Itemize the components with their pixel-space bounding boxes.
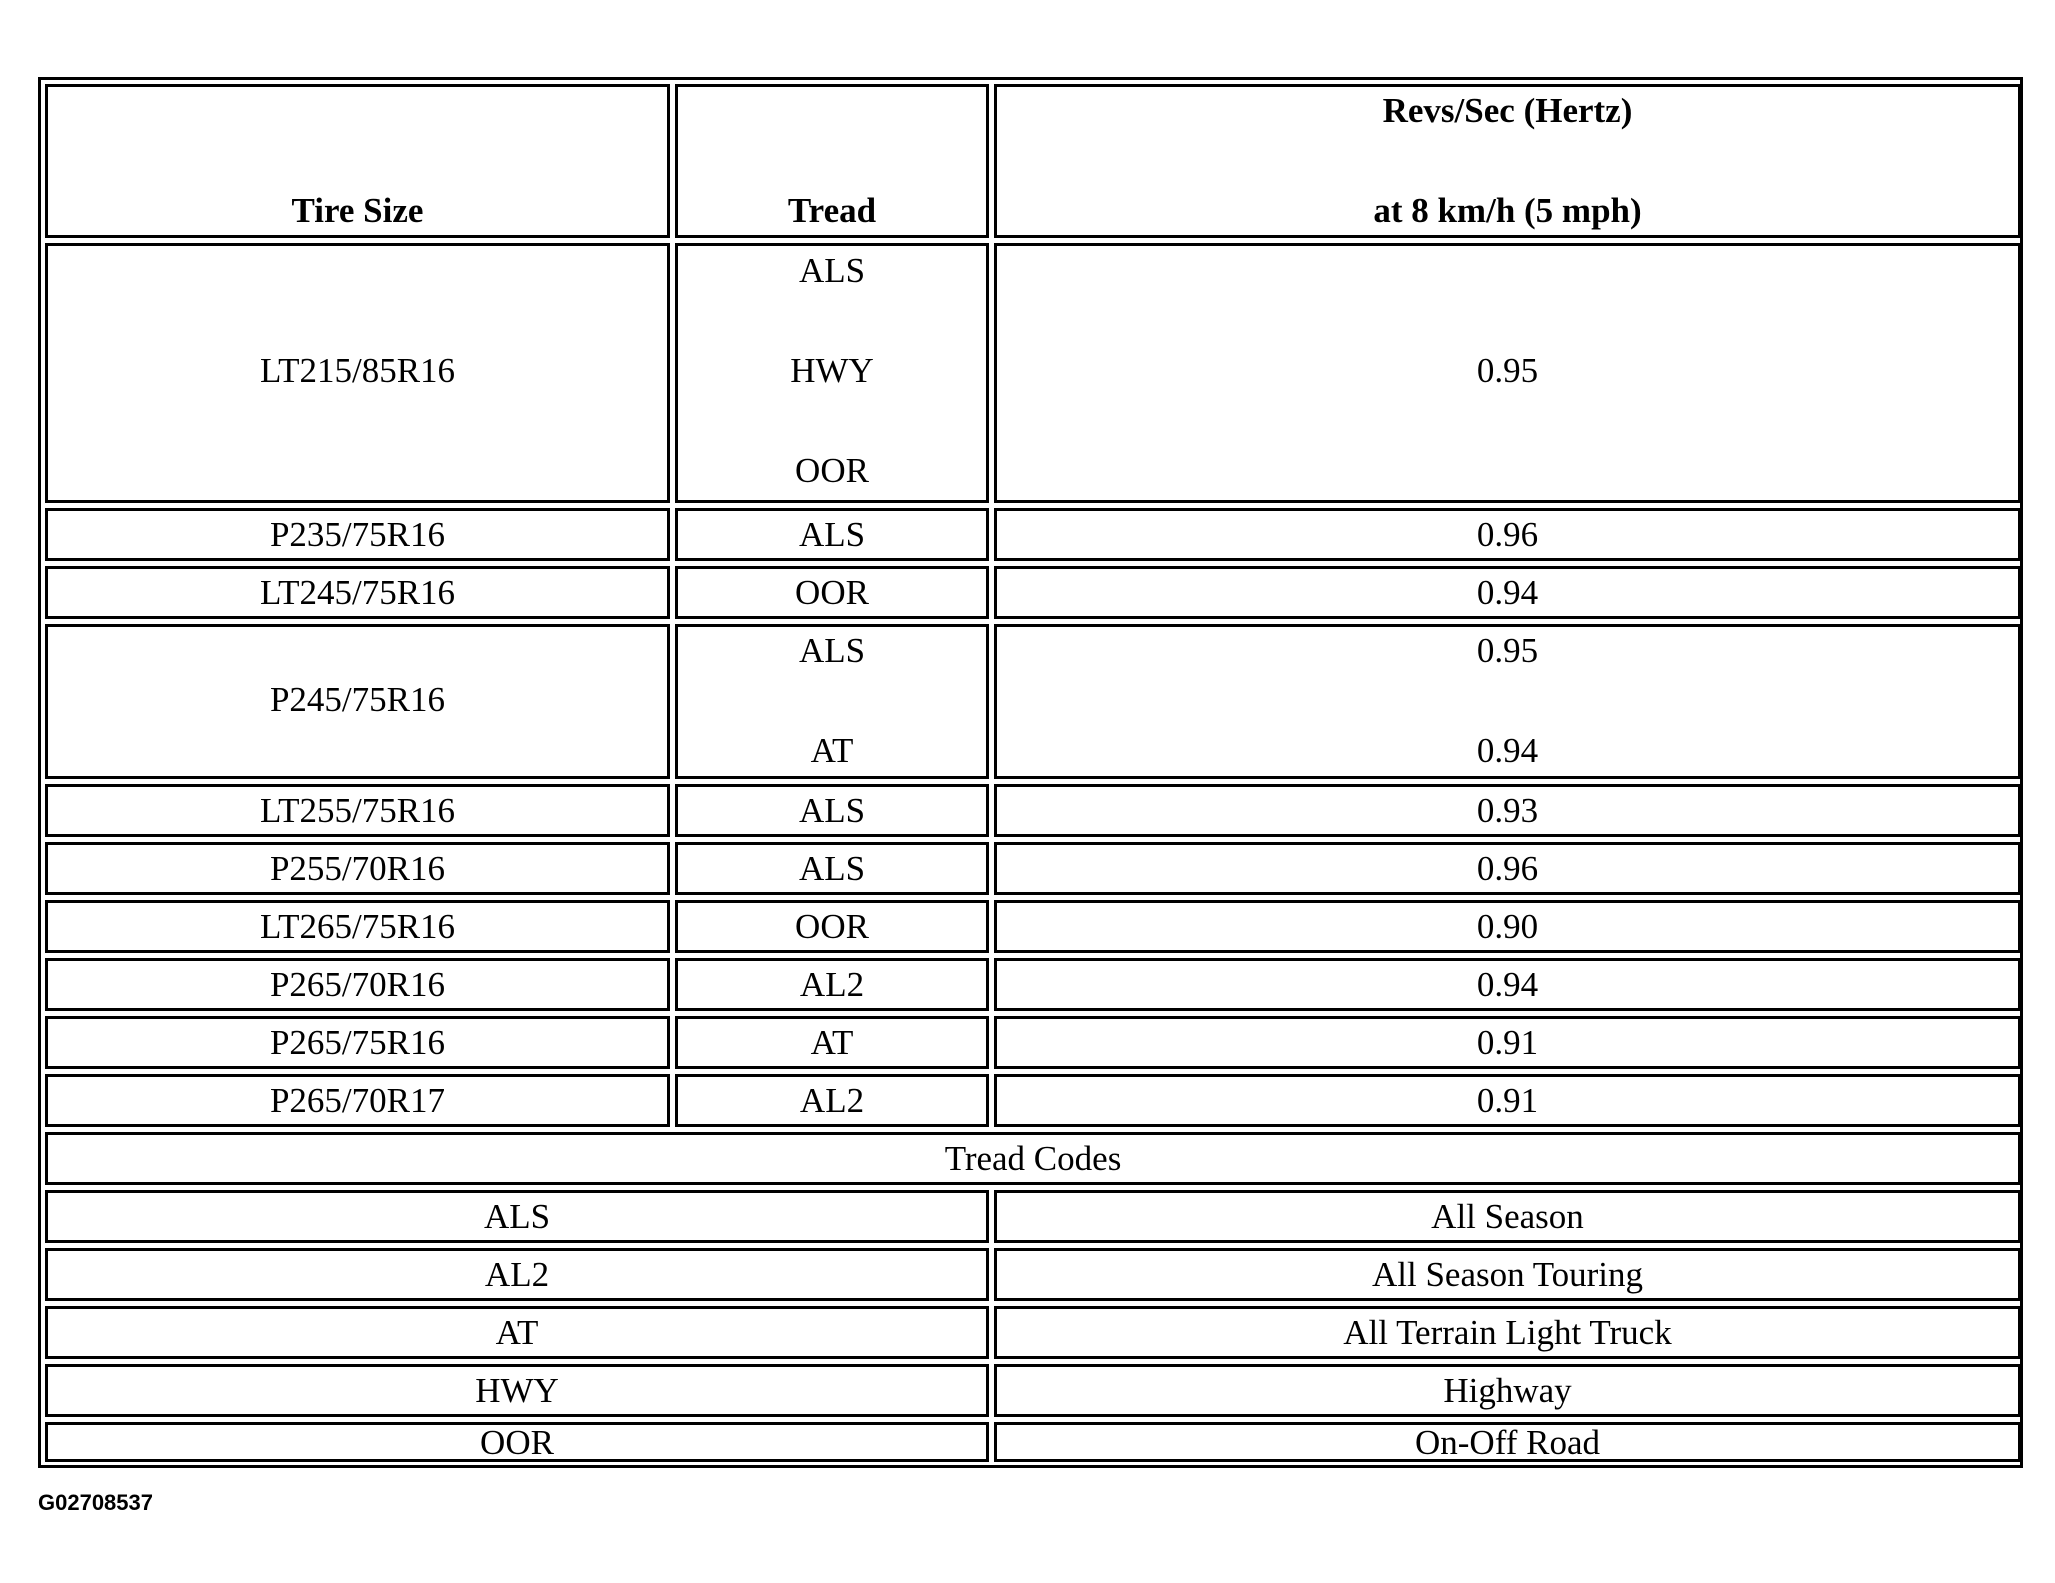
tread-meaning: On-Off Road	[1414, 1423, 1600, 1462]
tire-size-value: P265/70R17	[269, 1081, 446, 1120]
table-row-size	[45, 784, 670, 837]
tread-meaning-cell	[994, 1248, 2021, 1301]
revs-value: 0.91	[1476, 1023, 1539, 1062]
tread-value: ALS	[798, 251, 866, 290]
revs-value: 0.96	[1476, 849, 1539, 888]
header-tread-cell	[675, 84, 989, 238]
table-row-tread	[675, 784, 989, 837]
table-row-tread	[675, 900, 989, 953]
header-revs-cell	[994, 84, 2021, 238]
table-row-tread	[675, 1074, 989, 1127]
table-row-revs	[994, 784, 2021, 837]
table-row-size	[45, 624, 670, 779]
tread-code: AT	[495, 1313, 539, 1352]
table-row-revs	[994, 624, 2021, 779]
table-row-revs	[994, 958, 2021, 1011]
revs-value: 0.94	[1476, 965, 1539, 1004]
table-row-tread	[675, 1016, 989, 1069]
tire-size-value: LT255/75R16	[259, 791, 456, 830]
table-row-size	[45, 842, 670, 895]
tread-code-cell	[45, 1422, 989, 1462]
tread-value: OOR	[795, 451, 869, 490]
tire-size-value: P235/75R16	[269, 515, 446, 554]
tread-value: AT	[810, 1023, 854, 1062]
tread-value: OOR	[795, 573, 869, 612]
table-row-revs	[994, 566, 2021, 619]
tread-code-cell	[45, 1190, 989, 1243]
table-row-revs	[994, 1016, 2021, 1069]
revs-value: 0.90	[1476, 907, 1539, 946]
table-row-revs	[994, 842, 2021, 895]
table-row-revs	[994, 243, 2021, 503]
tread-meaning-cell	[994, 1306, 2021, 1359]
table-row-revs	[994, 508, 2021, 561]
table-row-size	[45, 958, 670, 1011]
tire-size-value: P265/70R16	[269, 965, 446, 1004]
tread-codes-title-cell	[45, 1132, 2021, 1185]
tire-size-value: P265/75R16	[269, 1023, 446, 1062]
table-row-size	[45, 566, 670, 619]
tread-meaning-cell	[994, 1364, 2021, 1417]
header-revs-line2: at 8 km/h (5 mph)	[1373, 191, 1642, 230]
revs-value: 0.94	[1476, 573, 1539, 612]
tire-revolution-table	[38, 77, 2023, 1468]
table-row-size	[45, 900, 670, 953]
tread-code: ALS	[483, 1197, 551, 1236]
table-row-tread	[675, 958, 989, 1011]
table-row-revs	[994, 1074, 2021, 1127]
tread-code-cell	[45, 1306, 989, 1359]
table-row-size	[45, 1074, 670, 1127]
tread-value: HWY	[790, 351, 874, 390]
tread-code: AL2	[484, 1255, 550, 1294]
tread-codes-title: Tread Codes	[944, 1139, 1122, 1178]
table-row-tread	[675, 566, 989, 619]
tread-value: ALS	[798, 791, 866, 830]
tire-size-value: LT265/75R16	[259, 907, 456, 946]
tread-value: ALS	[798, 849, 866, 888]
tread-code: OOR	[480, 1423, 554, 1462]
table-row-size	[45, 508, 670, 561]
table-row-tread	[675, 243, 989, 503]
tread-meaning-cell	[994, 1422, 2021, 1462]
tire-size-value: LT245/75R16	[259, 573, 456, 612]
table-row-tread	[675, 508, 989, 561]
tread-value: AL2	[799, 1081, 865, 1120]
header-tire-size: Tire Size	[291, 191, 424, 230]
tread-meaning-cell	[994, 1190, 2021, 1243]
table-row-tread	[675, 624, 989, 779]
tread-value: AT	[810, 731, 854, 770]
tread-meaning: Highway	[1443, 1371, 1572, 1410]
tread-value: OOR	[795, 907, 869, 946]
tread-value: AL2	[799, 965, 865, 1004]
tread-value: ALS	[798, 631, 866, 670]
tread-code-cell	[45, 1364, 989, 1417]
revs-value: 0.91	[1476, 1081, 1539, 1120]
header-revs-line1: Revs/Sec (Hertz)	[1382, 91, 1633, 130]
revs-value: 0.95	[1476, 351, 1539, 390]
tread-meaning: All Terrain Light Truck	[1343, 1313, 1672, 1352]
table-row-tread	[675, 842, 989, 895]
revs-value: 0.94	[1476, 731, 1539, 770]
revs-value: 0.96	[1476, 515, 1539, 554]
tread-code-cell	[45, 1248, 989, 1301]
tread-meaning: All Season Touring	[1371, 1255, 1644, 1294]
table-row-size	[45, 243, 670, 503]
table-row-revs	[994, 900, 2021, 953]
header-tread: Tread	[787, 191, 877, 230]
tread-value: ALS	[798, 515, 866, 554]
tire-size-value: P255/70R16	[269, 849, 446, 888]
tire-size-value: LT215/85R16	[259, 351, 456, 390]
figure-id: G02708537	[38, 1490, 153, 1515]
tread-code: HWY	[475, 1371, 559, 1410]
revs-value: 0.93	[1476, 791, 1539, 830]
table-row-size	[45, 1016, 670, 1069]
tire-size-value: P245/75R16	[269, 680, 446, 719]
tread-meaning: All Season	[1431, 1197, 1584, 1236]
header-tire-size-cell	[45, 84, 670, 238]
revs-value: 0.95	[1476, 631, 1539, 670]
